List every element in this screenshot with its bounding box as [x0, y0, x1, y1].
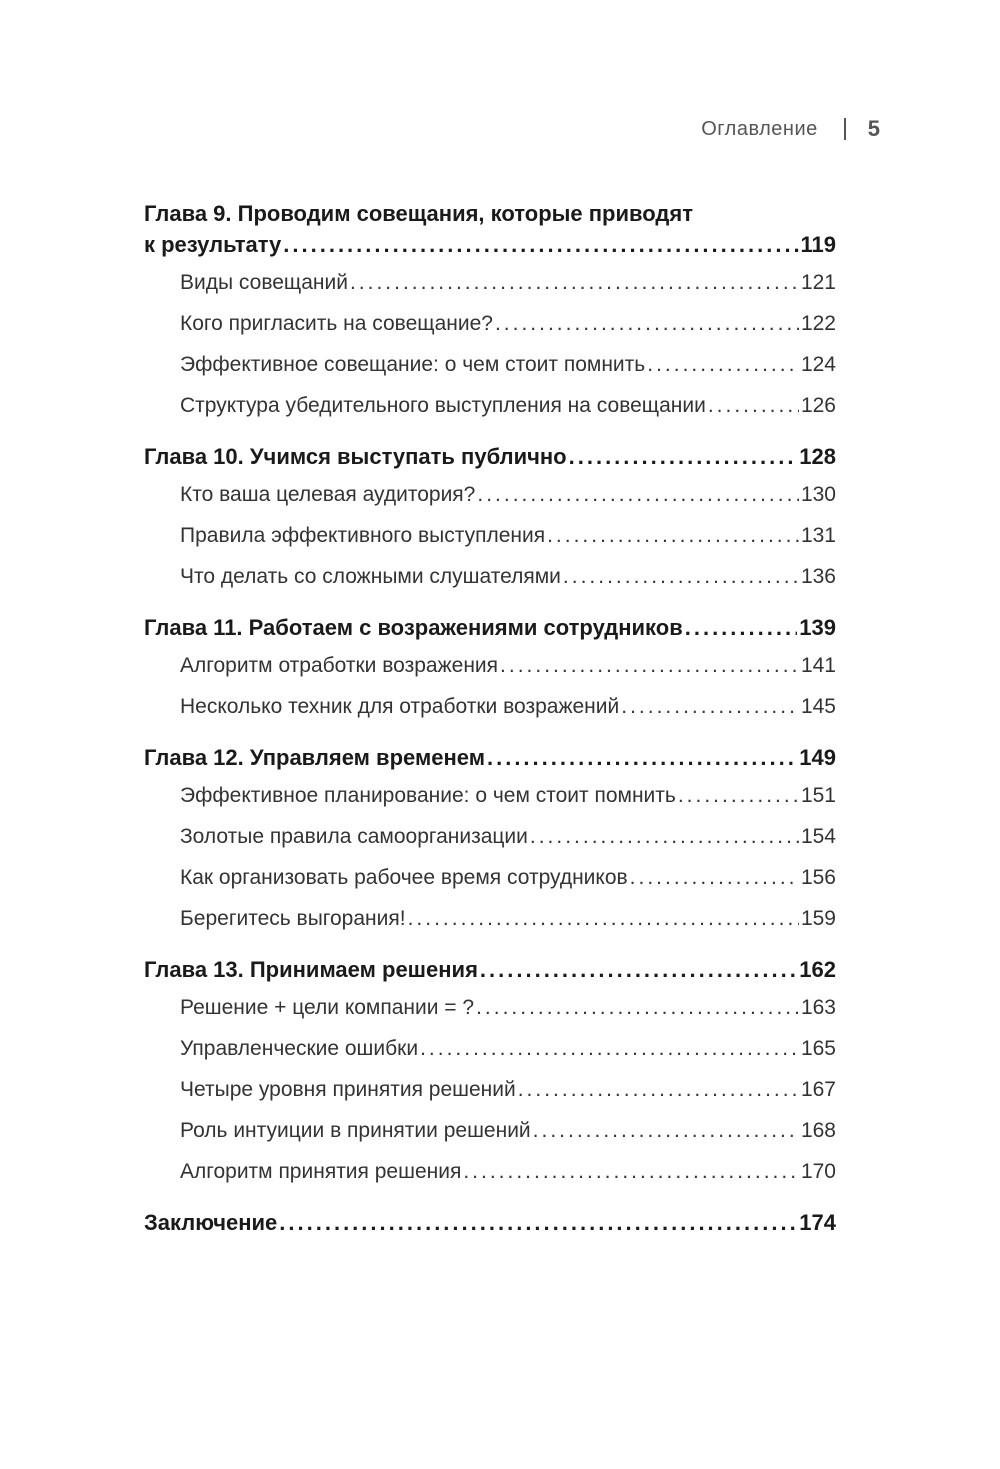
dot-leader: [563, 565, 799, 589]
section-page-number: 131: [800, 524, 836, 547]
running-head-divider: [844, 118, 846, 140]
running-head-title: Оглавление: [701, 117, 818, 140]
section-page-number: 170: [800, 1160, 836, 1183]
chapter-title: Глава 11. Работаем с возражениями сотрудников: [144, 615, 683, 640]
dot-leader: [621, 695, 799, 719]
dot-leader: [685, 612, 798, 643]
section-title: Структура убедительного выступления на совещании: [180, 394, 706, 417]
toc-chapter-12: [144, 742, 836, 931]
section-entry[interactable]: [144, 784, 836, 808]
section-page-number: 136: [800, 565, 836, 588]
dot-leader: [350, 271, 799, 295]
dot-leader: [678, 784, 799, 808]
dot-leader: [283, 229, 798, 260]
chapter-page-number: 162: [799, 957, 836, 982]
dot-leader: [533, 1119, 799, 1143]
section-title: Эффективное совещание: о чем стоит помнить: [180, 353, 646, 376]
dot-leader: [500, 654, 799, 678]
chapter-title: Заключение: [144, 1210, 278, 1235]
section-page-number: 156: [800, 866, 836, 889]
chapter-title: Глава 10. Учимся выступать публично: [144, 444, 567, 469]
toc-chapter-11: [144, 612, 836, 719]
section-page-number: 154: [800, 825, 836, 848]
section-entry[interactable]: [144, 271, 836, 295]
dot-leader: [463, 1160, 799, 1184]
section-entry[interactable]: [144, 1078, 836, 1102]
dot-leader: [569, 441, 798, 472]
section-title: Виды совещаний: [180, 271, 348, 294]
dot-leader: [480, 954, 797, 985]
section-page-number: 141: [800, 654, 836, 677]
section-entry[interactable]: [144, 654, 836, 678]
table-of-contents: [144, 198, 836, 1261]
toc-chapter-13: [144, 954, 836, 1184]
chapter-title-line[interactable]: Глава 9. Проводим совещания, которые приводят: [144, 201, 693, 226]
page-number: 5: [867, 116, 880, 141]
dot-leader: [547, 524, 799, 548]
section-page-number: 167: [800, 1078, 836, 1101]
dot-leader: [487, 742, 797, 773]
dot-leader: [477, 483, 799, 507]
chapter-title: Глава 13. Принимаем решения: [144, 957, 478, 982]
chapter-entry[interactable]: [144, 954, 836, 985]
section-entry[interactable]: [144, 1119, 836, 1143]
dot-leader: [476, 996, 799, 1020]
dot-leader: [647, 353, 799, 377]
section-entry[interactable]: [144, 695, 836, 719]
section-entry[interactable]: [144, 907, 836, 931]
chapter-page-number: 174: [799, 1210, 836, 1235]
dot-leader: [630, 866, 799, 890]
section-title: Управленческие ошибки: [180, 1037, 419, 1060]
running-head: [701, 116, 880, 142]
section-entry[interactable]: [144, 483, 836, 507]
section-title: Решение + цели компании = ?: [180, 996, 475, 1019]
section-title: Несколько техник для отработки возражений: [180, 695, 620, 718]
section-title: Кто ваша целевая аудитория?: [180, 483, 476, 506]
dot-leader: [420, 1037, 799, 1061]
chapter-entry[interactable]: [144, 229, 836, 260]
section-page-number: 122: [800, 312, 836, 335]
section-page-number: 130: [800, 483, 836, 506]
section-title: Эффективное планирование: о чем стоит помнить: [180, 784, 676, 807]
section-title: Как организовать рабочее время сотрудников: [180, 866, 628, 889]
chapter-entry[interactable]: [144, 742, 836, 773]
section-page-number: 124: [800, 353, 836, 376]
section-title: Правила эффективного выступления: [180, 524, 546, 547]
dot-leader: [495, 312, 799, 336]
section-page-number: 165: [800, 1037, 836, 1060]
section-entry[interactable]: [144, 353, 836, 377]
toc-chapter-9: [144, 198, 836, 418]
chapter-page-number: 139: [799, 615, 836, 640]
chapter-entry[interactable]: [144, 1207, 836, 1238]
section-entry[interactable]: [144, 1160, 836, 1184]
section-page-number: 163: [800, 996, 836, 1019]
section-page-number: 126: [800, 394, 836, 417]
section-page-number: 159: [800, 907, 836, 930]
section-entry[interactable]: [144, 1037, 836, 1061]
chapter-entry[interactable]: [144, 441, 836, 472]
section-page-number: 145: [800, 695, 836, 718]
section-page-number: 168: [800, 1119, 836, 1142]
section-page-number: 121: [800, 271, 836, 294]
section-title: Золотые правила самоорганизации: [180, 825, 528, 848]
chapter-page-number: 149: [799, 745, 836, 770]
section-title: Берегитесь выгорания!: [180, 907, 406, 930]
section-entry[interactable]: [144, 394, 836, 418]
chapter-page-number: 128: [799, 444, 836, 469]
section-entry[interactable]: [144, 312, 836, 336]
chapter-entry[interactable]: [144, 612, 836, 643]
toc-conclusion: [144, 1207, 836, 1238]
section-title: Алгоритм отработки возражения: [180, 654, 499, 677]
dot-leader: [518, 1078, 799, 1102]
section-entry[interactable]: [144, 524, 836, 548]
section-title: Что делать со сложными слушателями: [180, 565, 561, 588]
chapter-title: Глава 12. Управляем временем: [144, 745, 485, 770]
toc-chapter-10: [144, 441, 836, 589]
section-title: Алгоритм принятия решения: [180, 1160, 462, 1183]
section-title: Кого пригласить на совещание?: [180, 312, 493, 335]
section-entry[interactable]: [144, 825, 836, 849]
section-title: Роль интуиции в принятии решений: [180, 1119, 531, 1142]
section-entry[interactable]: [144, 565, 836, 589]
section-entry[interactable]: [144, 866, 836, 890]
chapter-title-line: к результату: [144, 232, 282, 257]
section-title: Четыре уровня принятия решений: [180, 1078, 516, 1101]
section-entry[interactable]: [144, 996, 836, 1020]
dot-leader: [408, 907, 799, 931]
dot-leader: [279, 1207, 797, 1238]
chapter-page-number: 119: [800, 232, 836, 257]
section-page-number: 151: [800, 784, 836, 807]
dot-leader: [530, 825, 799, 849]
dot-leader: [708, 394, 799, 418]
